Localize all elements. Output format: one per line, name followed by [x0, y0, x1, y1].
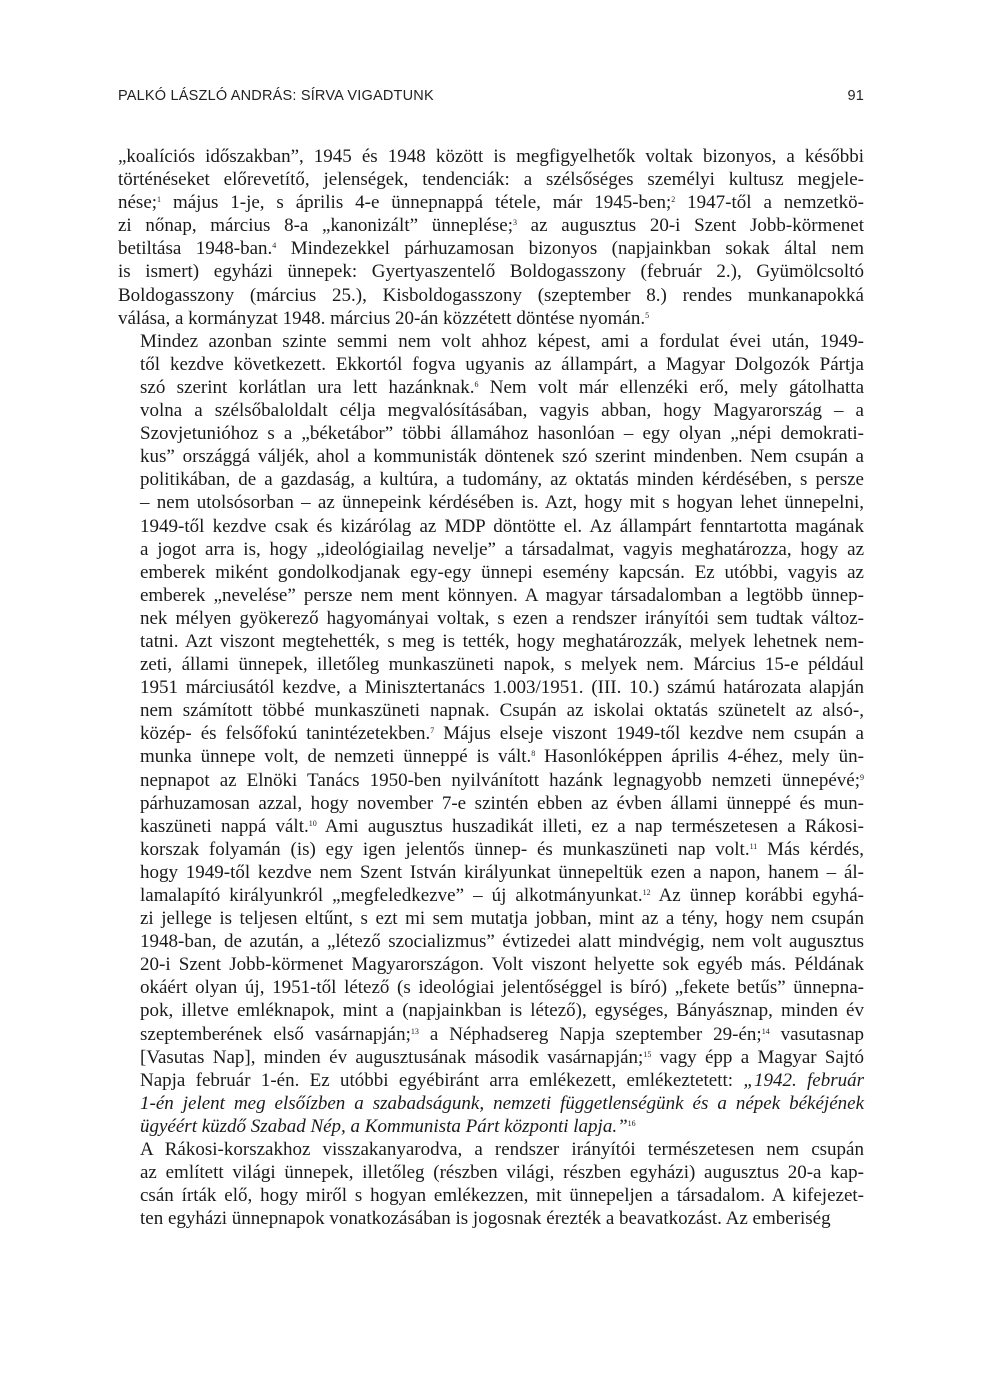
page-number: 91 [847, 88, 864, 104]
text-run: okáért olyan új, 1951-től létező (s ideológiai jelentőséggel is bíró) „fekete betűs” ünnepna- [140, 977, 864, 999]
text-run: történéseket előrevetítő, jelenségek, tendenciák: a szélsőséges személyi kultusz megjele- [118, 169, 864, 191]
text-run: Hasonlóképpen április 4-éhez, mely ün- [535, 746, 864, 768]
text-run: az említett világi ünnepek, illetőleg (részben világi, részben egyházi) augusztus 20-a kap- [140, 1162, 864, 1184]
footnote-ref: 13 [410, 1026, 419, 1036]
text-line [118, 1184, 864, 1207]
footnote-ref: 6 [474, 379, 479, 389]
footnote-ref: 7 [430, 726, 435, 736]
text-run: A Rákosi-korszakhoz visszakanyarodva, a rendszer irányítói természetesen nem csupán [140, 1139, 864, 1161]
paragraph [118, 1138, 864, 1230]
footnote-ref: 5 [645, 310, 650, 320]
text-line [118, 284, 864, 307]
text-run: nek mélyen gyökerező hagyományai voltak, s ezen a rendszer irányítói sem tudtak változ- [140, 607, 864, 629]
text-run: 1947-től a nemzetkö- [675, 192, 864, 214]
text-line [118, 653, 864, 676]
footnote-ref: 1 [157, 195, 162, 205]
text-run: Az ünnep korábbi egyhá- [650, 885, 864, 906]
text-run: vagy épp a Magyar Sajtó [651, 1046, 864, 1068]
text-line [118, 1115, 864, 1138]
text-line [118, 999, 864, 1022]
text-run: politikában, de a gazdaság, a kultúra, a tudomány, az oktatás minden kérdésében, s persze [140, 469, 864, 491]
text-run: Mindezekkel párhuzamosan bizonyos (napjainkban sokak által nem [276, 238, 864, 260]
text-line [118, 237, 864, 260]
text-line [118, 468, 864, 491]
text-line [118, 1092, 864, 1115]
text-line [118, 930, 864, 953]
text-run: 1951 márciusától kezdve, a Minisztertanács 1.003/1951. (III. 10.) számú határozata alapján [140, 677, 864, 699]
footnote-ref: 16 [627, 1118, 636, 1128]
text-run: munka ünnepe volt, de nemzeti ünneppé is vált. [140, 746, 532, 768]
footnote-ref: 10 [308, 818, 317, 828]
text-run: válása, a kormányzat 1948. március 20-án közzétett döntése nyomán. [118, 307, 646, 329]
text-line [118, 607, 864, 630]
text-line [118, 838, 864, 861]
text-run: – nem utolsósorban – az ünnepeink kérdésében is. Azt, hogy mit s hogyan lehet ünnepelni, [140, 492, 864, 514]
text-line [118, 214, 864, 237]
text-run: Szovjetunióhoz s a „béketábor” többi államához hasonlóan – egy olyan „népi demokrati- [140, 423, 864, 445]
text-line [118, 1207, 864, 1230]
text-run: Nem volt már ellenzéki erő, mely gátolhatta [478, 376, 865, 398]
footnote-ref: 12 [642, 888, 651, 897]
text-run: május 1-je, s április 4-e ünnepnappá tétele, már 1945-ben; [161, 192, 672, 214]
text-line [118, 630, 864, 653]
text-run: kaszüneti nappá vált. [140, 815, 309, 837]
text-run: nepnapot az Elnöki Tanács 1950-ben nyilvánított hazánk legnagyobb nemzeti ünnepévé; [140, 769, 860, 791]
text-run: [Vasutas Nap], minden év augusztusának második vasárnapján; [140, 1046, 644, 1068]
text-run: közép- és felsőfokú tanintézetekben. [140, 723, 431, 745]
text-line [118, 907, 864, 930]
text-line [118, 976, 864, 999]
text-run: nése; [118, 192, 158, 214]
text-run: Ami augusztus huszadikát illeti, ez a nap természetesen a Rákosi- [316, 815, 864, 837]
text-line [118, 515, 864, 538]
text-line [118, 676, 864, 699]
text-line [118, 538, 864, 561]
footnote-ref: 14 [761, 1026, 770, 1036]
text-run: kus” országgá váljék, ahol a kommunisták döntenek szó szerint mindenben. Nem csupán a [140, 446, 864, 468]
text-run: betiltása 1948-ban. [118, 238, 273, 260]
text-line [118, 491, 864, 514]
text-line [118, 376, 864, 399]
text-run: vasutasnap [769, 1023, 865, 1045]
text-line [118, 861, 864, 884]
text-run: a Néphadsereg Napja szeptember 29-én; [418, 1023, 762, 1045]
footnote-ref: 11 [749, 841, 758, 851]
text-line [118, 422, 864, 445]
quotation-italic: ügyéért küzdő Szabad Nép, a Kommunista Párt központi lapja.” [140, 1115, 628, 1137]
text-run: ten egyházi ünnepnapok vonatkozásában is jogosnak érezték a beavatkozást. Az emberiség [140, 1208, 831, 1230]
text-run: tatni. Azt viszont megtehették, s meg is tették, hogy meghatározzák, melyek lehetnek nem- [140, 630, 864, 652]
text-line [118, 1046, 864, 1069]
text-line [118, 445, 864, 468]
text-run: szó szerint korlátlan ura lett hazánknak. [140, 376, 475, 398]
text-run: emberek „nevelése” persze nem ment könnyen. A magyar társadalomban a legtöbb ünnep- [140, 584, 864, 606]
body-text [118, 145, 864, 1230]
text-run: zeti, állami ünnepek, illetőleg munkaszüneti napok, s melyek nem. Március 15-e például [140, 654, 864, 676]
text-line [118, 769, 864, 792]
text-run: zi nőnap, március 8-a „kanonizált” ünneplése; [118, 215, 513, 237]
text-run: Május elseje viszont 1949-től kezdve nem csupán a [434, 723, 864, 745]
text-run: csán írták elő, hogy miről s hogyan emlékezzen, mit ünnepeljen a társadalom. A kifejezet- [140, 1185, 864, 1207]
text-run: szeptemberének első vasárnapján; [140, 1023, 411, 1045]
text-run: Más kérdés, [757, 838, 865, 860]
text-run: is ismert) egyházi ünnepek: Gyertyaszentelő Boldogasszony (február 2.), Gyümölcsoltó [118, 261, 864, 283]
text-run: 20-i Szent Jobb-körmenet Magyarországon. Volt viszont helyette sok egyéb más. Példának [140, 954, 864, 976]
quotation-italic: 1-én jelent meg elsőízben a szabadságunk, nemzeti függetlenségünk és a népek békéjének [140, 1092, 864, 1114]
text-line [118, 330, 864, 353]
text-run: 1949-től kezdve csak és kizárólag az MDP döntötte el. Az állampárt fenntartotta magának [140, 515, 864, 537]
text-run: az augusztus 20-i Szent Jobb-körmenet [516, 215, 864, 237]
quotation-italic: „1942. február [743, 1069, 864, 1091]
footnote-ref: 15 [643, 1049, 652, 1059]
text-run: nem számított többé munkaszüneti napnak. Csupán az iskolai oktatás szünetelt az alsó-, [140, 700, 864, 722]
footnote-ref: 4 [272, 241, 277, 251]
text-run: Boldogasszony (március 25.), Kisboldogasszony (szeptember 8.) rendes munkanapokká [118, 284, 864, 306]
footnote-ref: 3 [512, 218, 517, 228]
text-run: korszak folyamán (is) egy igen jelentős ünnep- és munkaszüneti nap volt. [140, 838, 750, 860]
running-title: PALKÓ LÁSZLÓ ANDRÁS: SÍRVA VIGADTUNK [118, 88, 434, 104]
text-line [118, 168, 864, 191]
text-line [118, 884, 864, 907]
text-run: „koalíciós időszakban”, 1945 és 1948 között is megfigyelhetők voltak bizonyos, a későbbi [118, 146, 864, 167]
text-line [118, 307, 864, 330]
text-run: hogy 1949-től kezdve nem Szent István királyunkat ünnepeltük ezen a napon, hanem – ál- [140, 861, 864, 883]
text-line [118, 953, 864, 976]
text-line [118, 561, 864, 584]
text-line [118, 1161, 864, 1184]
text-run: zi jellege is teljesen eltűnt, s ezt mi sem mutatja jobban, mint az a tény, hogy nem csupán [140, 908, 864, 930]
text-line [118, 815, 864, 838]
paragraph [118, 145, 864, 330]
text-line [118, 191, 864, 214]
text-line [118, 792, 864, 815]
text-line [118, 745, 864, 768]
footnote-ref: 8 [531, 749, 536, 759]
text-line [118, 353, 864, 376]
footnote-ref: 2 [671, 195, 676, 205]
text-line [118, 1023, 864, 1046]
text-run: emberek miként gondolkodjanak egy-egy ünnepi esemény kapcsán. Ez utóbbi, vagyis az [140, 561, 864, 583]
text-run: párhuzamosan azzal, hogy november 7-e szintén ebben az évben állami ünneppé és mun- [140, 792, 864, 814]
paragraph [118, 330, 864, 1138]
text-run: volna a szélsőbaloldalt célja megvalósításában, vagyis abban, hogy Magyarország – a [140, 400, 864, 422]
text-run: a jogot arra is, hogy „ideológiailag nevelje” a társadalmat, vagyis meghatározza, hogy az [140, 538, 864, 560]
text-run: pok, illetve emléknapok, mint a (napjainkban is létező), egységes, Bányásznap, minden év [140, 1000, 864, 1022]
text-line [118, 145, 864, 168]
text-run: től kezdve következett. Ekkortól fogva ugyanis az állampárt, a Magyar Dolgozók Pártja [140, 353, 864, 375]
text-run: Mindez azonban szinte semmi nem volt ahhoz képest, ami a fordulat évei után, 1949- [140, 330, 864, 352]
text-line [118, 584, 864, 607]
text-run: lamalapító királyunkról „megfeledkezve” – új alkotmányunkat. [140, 885, 643, 906]
text-line [118, 1138, 864, 1161]
text-line [118, 260, 864, 283]
text-run: Napja február 1-én. Ez utóbbi egyébiránt arra emlékezett, emlékeztetett: [140, 1069, 744, 1091]
text-run: 1948-ban, de azután, a „létező szocializmus” évtizedei alatt mindvégig, nem volt augusztus [140, 931, 864, 953]
text-line [118, 699, 864, 722]
text-line [118, 399, 864, 422]
text-line [118, 722, 864, 745]
running-header [118, 88, 864, 108]
footnote-ref: 9 [860, 772, 864, 782]
text-line [118, 1069, 864, 1092]
